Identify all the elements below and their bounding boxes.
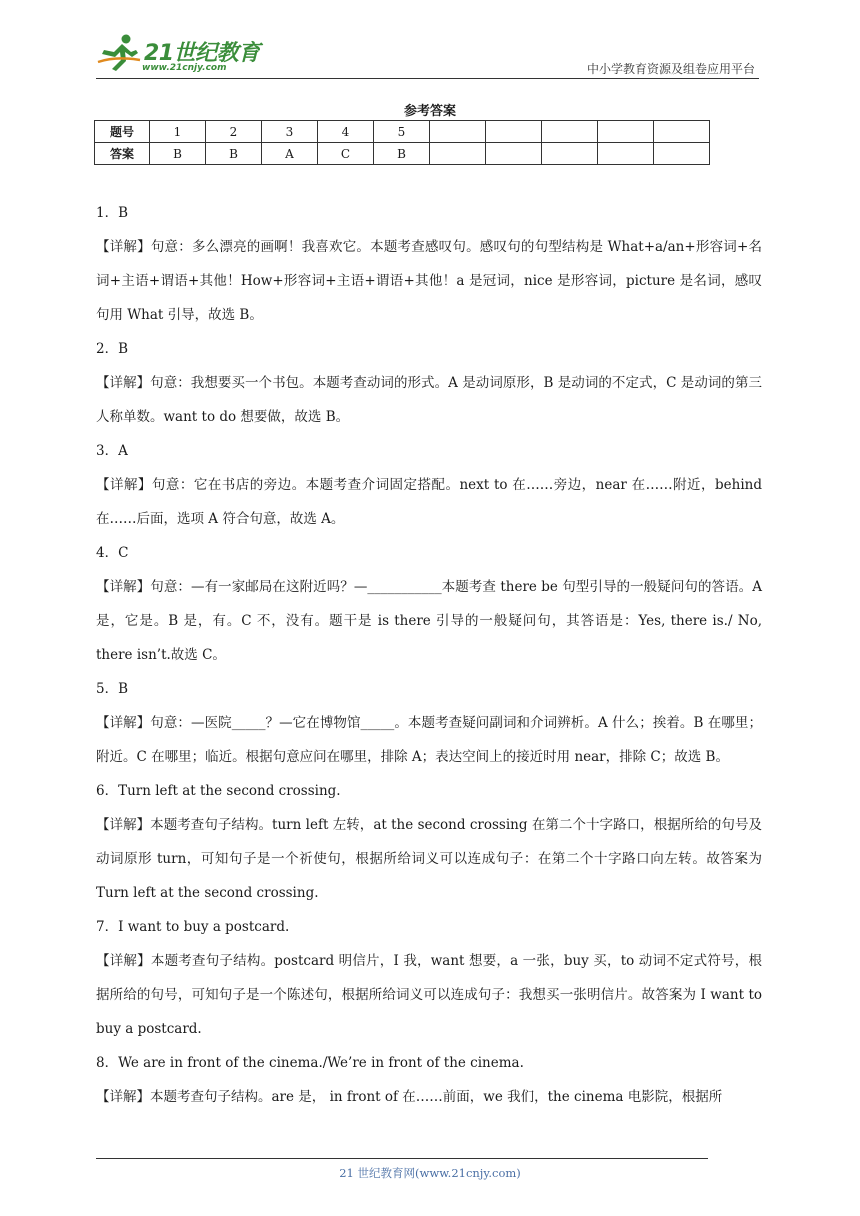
table-cell: B bbox=[206, 143, 262, 165]
explanation-paragraph: 【详解】本题考查句子结构。are 是， in front of 在……前面，we 我们，the cinema 电影院，根据所 bbox=[96, 1089, 723, 1105]
logo-text: 21世纪教育 bbox=[144, 41, 260, 66]
table-cell: 5 bbox=[374, 121, 430, 143]
logo-url: www.21cnjy.com bbox=[142, 63, 227, 73]
answer-item: 6．Turn left at the second crossing. bbox=[96, 783, 341, 799]
answer-item: 4．C bbox=[96, 545, 129, 561]
explanation-paragraph: 【详解】句意：多么漂亮的画啊！我喜欢它。本题考查感叹句。感叹句的句型结构是 What+a/an+形容词+名词+主语+谓语+其他！How+形容词+主语+谓语+其他！a 是冠词，nice 是形容词，picture 是名词，感叹句用 What 引导，故选 B。 bbox=[96, 239, 762, 323]
explanation-paragraph: 【详解】句意：我想要买一个书包。本题考查动词的形式。A 是动词原形，B 是动词的不定式，C 是动词的第三人称单数。want to do 想要做，故选 B。 bbox=[96, 375, 762, 425]
table-cell bbox=[486, 121, 542, 143]
table-cell: 4 bbox=[318, 121, 374, 143]
explanation-paragraph: 【详解】句意：—有一家邮局在这附近吗？—___________本题考查 there be 句型引导的一般疑问句的答语。A 是，它是。B 是，有。C 不，没有。题干是 is there 引导的一般疑问句，其答语是：Yes, there is./ No, there isn’t.故选 C。 bbox=[96, 579, 762, 663]
table-cell: 2 bbox=[206, 121, 262, 143]
page-header bbox=[96, 30, 759, 79]
table-cell bbox=[430, 143, 486, 165]
table-cell: B bbox=[374, 143, 430, 165]
table-cell bbox=[430, 121, 486, 143]
table-row bbox=[95, 121, 710, 143]
table-header-cell: 答案 bbox=[95, 143, 150, 165]
platform-name: 中小学教育资源及组卷应用平台 bbox=[586, 62, 755, 76]
table-header-cell: 题号 bbox=[95, 121, 150, 143]
table-cell bbox=[654, 121, 710, 143]
table-cell: 3 bbox=[262, 121, 318, 143]
explanation-paragraph: 【详解】句意：它在书店的旁边。本题考查介词固定搭配。next to 在……旁边，near 在……附近，behind 在……后面，选项 A 符合句意，故选 A。 bbox=[96, 477, 762, 527]
explanation-paragraph: 【详解】句意：—医院_____？—它在博物馆_____。本题考查疑问副词和介词辨析。A 什么；挨着。B 在哪里；附近。C 在哪里；临近。根据句意应问在哪里，排除 A；表达空间上的接近时用 near，排除 C；故选 B。 bbox=[96, 715, 762, 765]
table-cell: 1 bbox=[150, 121, 206, 143]
page-title: 参考答案 bbox=[403, 104, 456, 119]
table-cell bbox=[486, 143, 542, 165]
answer-item: 8．We are in front of the cinema./We’re in front of the cinema. bbox=[96, 1055, 524, 1071]
table-cell bbox=[542, 143, 598, 165]
answer-table bbox=[94, 120, 710, 165]
answer-item: 2．B bbox=[96, 341, 129, 357]
table-cell bbox=[654, 143, 710, 165]
answer-item: 5．B bbox=[96, 681, 129, 697]
table-cell bbox=[598, 121, 654, 143]
table-cell bbox=[542, 121, 598, 143]
explanation-paragraph: 【详解】本题考查句子结构。turn left 左转，at the second crossing 在第二个十字路口，根据所给的句号及动词原形 turn，可知句子是一个祈使句，根据所给词义可以连成句子：在第二个十字路口向左转。故答案为 Turn left at the second crossing. bbox=[96, 817, 762, 901]
answer-item: 1．B bbox=[96, 205, 129, 221]
page-footer: 21 世纪教育网(www.21cnjy.com) bbox=[339, 1166, 521, 1180]
table-cell: C bbox=[318, 143, 374, 165]
runner-icon bbox=[96, 32, 142, 72]
answer-explanations bbox=[96, 196, 762, 1114]
table-row bbox=[95, 143, 710, 165]
table-cell bbox=[598, 143, 654, 165]
footer-divider bbox=[96, 1158, 708, 1159]
answer-item: 3．A bbox=[96, 443, 128, 459]
logo bbox=[96, 30, 266, 76]
table-cell: B bbox=[150, 143, 206, 165]
explanation-paragraph: 【详解】本题考查句子结构。postcard 明信片，I 我，want 想要，a 一张，buy 买，to 动词不定式符号，根据所给的句号，可知句子是一个陈述句，根据所给词义可以连成句子：我想买一张明信片。故答案为 I want to buy a postcard. bbox=[96, 953, 762, 1037]
answer-item: 7．I want to buy a postcard. bbox=[96, 919, 290, 935]
table-cell: A bbox=[262, 143, 318, 165]
